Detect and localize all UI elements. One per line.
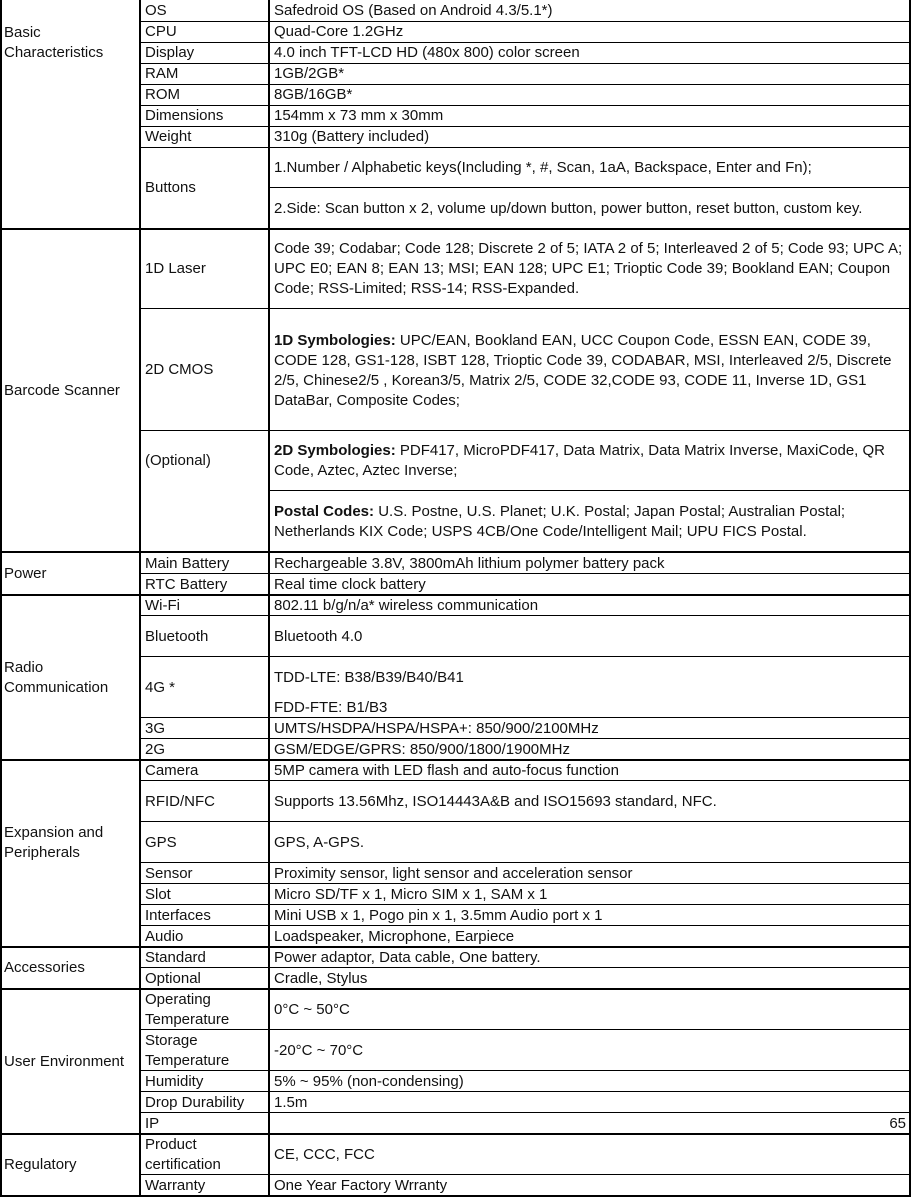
row-divider [0, 551, 911, 553]
label-drop-durability: Drop Durability [145, 1094, 245, 1111]
value-storage-temperature: -20°C ~ 70°C [274, 1042, 364, 1059]
group-accessories: Accessories [4, 959, 85, 976]
value-cpu: Quad-Core 1.2GHz [274, 23, 404, 40]
label-operating-temperature: Operating Temperature [145, 991, 230, 1028]
label-rtc-battery: RTC Battery [145, 576, 228, 593]
row-divider [139, 126, 911, 127]
row-divider [139, 1174, 911, 1175]
row-divider [139, 84, 911, 85]
row-divider [139, 105, 911, 106]
row-divider [139, 656, 911, 657]
label-standard: Standard [145, 949, 206, 966]
heading-2d-symbologies: 2D Symbologies: [274, 442, 396, 459]
heading-postal-codes: Postal Codes: [274, 503, 375, 520]
label-cpu: CPU [145, 23, 177, 40]
value-warranty: One Year Factory Wrranty [274, 1177, 448, 1194]
label-wifi: Wi-Fi [145, 597, 180, 614]
value-buttons-side: 2.Side: Scan button x 2, volume up/down button, power button, reset button, custom key. [274, 200, 863, 217]
value-3g: UMTS/HSDPA/HSPA/HSPA+: 850/900/2100MHz [274, 720, 599, 737]
label-os: OS [145, 2, 167, 19]
value-2g: GSM/EDGE/GPRS: 850/900/1800/1900MHz [274, 741, 570, 758]
group-power: Power [4, 565, 47, 582]
group-radio-communication: Radio Communication [4, 659, 109, 696]
table-border-left [0, 0, 2, 1196]
value-operating-temperature: 0°C ~ 50°C [274, 1001, 350, 1018]
label-buttons: Buttons [145, 179, 196, 196]
label-ram: RAM [145, 65, 179, 82]
group-basic-characteristics: Basic Characteristics [4, 24, 104, 61]
value-gps: GPS, A-GPS. [274, 834, 365, 851]
text-2d-symbologies: PDF417, MicroPDF417, Data Matrix, Data Matrix Inverse, MaxiCode, QR Code, Aztec, Aztec Inverse; [274, 442, 886, 479]
row-divider [0, 228, 911, 230]
label-display: Display [145, 44, 195, 61]
value-1d-laser: Code 39; Codabar; Code 128; Discrete 2 of 5; IATA 2 of 5; Interleaved 2 of 5; Code 93; UPC A; UPC E0; EAN 8; EAN 13; MSI; EAN 128; UPC E1; Trioptic Code 39; Bookland EAN; Coupon Code; RSS-Limited; RSS-14; RSS-Expanded. [274, 240, 903, 297]
column-divider-2 [268, 0, 270, 1196]
value-wifi: 802.11 b/g/n/a* wireless communication [274, 597, 539, 614]
group-regulatory: Regulatory [4, 1156, 77, 1173]
value-2d-cmos [274, 331, 904, 411]
value-standard: Power adaptor, Data cable, One battery. [274, 949, 541, 966]
group-user-environment: User Environment [4, 1053, 125, 1070]
row-divider [139, 21, 911, 22]
row-divider [0, 988, 911, 990]
label-gps: GPS [145, 834, 177, 851]
row-divider [139, 1070, 911, 1071]
label-optional: (Optional) [145, 452, 211, 469]
value-rom: 8GB/16GB* [274, 86, 353, 103]
label-main-battery: Main Battery [145, 555, 230, 572]
value-ip: 65 [889, 1115, 906, 1132]
label-audio: Audio [145, 928, 184, 945]
row-divider [139, 717, 911, 718]
group-expansion-peripherals: Expansion and Peripherals [4, 824, 104, 861]
label-slot: Slot [145, 886, 171, 903]
label-ip: IP [145, 1115, 160, 1132]
label-rfid-nfc: RFID/NFC [145, 793, 215, 810]
value-4g-fdd: FDD-FTE: B1/B3 [274, 699, 388, 716]
row-divider [139, 1029, 911, 1030]
value-sensor: Proximity sensor, light sensor and acceleration sensor [274, 865, 633, 882]
value-product-certification: CE, CCC, FCC [274, 1146, 375, 1163]
row-divider [139, 63, 911, 64]
row-divider [268, 187, 911, 188]
row-divider [139, 1112, 911, 1113]
value-rtc-battery: Real time clock battery [274, 576, 426, 593]
value-buttons-keys: 1.Number / Alphabetic keys(Including *, #, Scan, 1aA, Backspace, Enter and Fn); [274, 159, 812, 176]
column-divider-1 [139, 0, 141, 1196]
row-divider [139, 430, 911, 431]
value-slot: Micro SD/TF x 1, Micro SIM x 1, SAM x 1 [274, 886, 548, 903]
value-optional-accessories: Cradle, Stylus [274, 970, 368, 987]
label-4g: 4G * [145, 679, 176, 696]
value-humidity: 5% ~ 95% (non-condensing) [274, 1073, 464, 1090]
label-weight: Weight [145, 128, 192, 145]
label-sensor: Sensor [145, 865, 193, 882]
label-humidity: Humidity [145, 1073, 204, 1090]
label-1d-laser: 1D Laser [145, 260, 206, 277]
value-postal-codes [274, 502, 904, 542]
label-rom: ROM [145, 86, 180, 103]
value-interfaces: Mini USB x 1, Pogo pin x 1, 3.5mm Audio port x 1 [274, 907, 603, 924]
label-product-certification: Product certification [145, 1136, 221, 1173]
value-main-battery: Rechargeable 3.8V, 3800mAh lithium polymer battery pack [274, 555, 665, 572]
value-display: 4.0 inch TFT-LCD HD (480x 800) color screen [274, 44, 580, 61]
text-postal-codes: U.S. Postne, U.S. Planet; U.K. Postal; Japan Postal; Australian Postal; Netherlands KIX Code; USPS 4CB/One Code/Intelligent Mail; UPU FICS Postal. [274, 503, 846, 540]
label-bluetooth: Bluetooth [145, 628, 209, 645]
row-divider [139, 308, 911, 309]
label-2d-cmos: 2D CMOS [145, 361, 214, 378]
row-divider [139, 862, 911, 863]
label-camera: Camera [145, 762, 199, 779]
label-dimensions: Dimensions [145, 107, 224, 124]
row-divider [139, 147, 911, 148]
value-bluetooth: Bluetooth 4.0 [274, 628, 363, 645]
label-storage-temperature: Storage Temperature [145, 1032, 230, 1069]
text-1d-symbologies: UPC/EAN, Bookland EAN, UCC Coupon Code, ESSN EAN, CODE 39, CODE 128, GS1-128, ISBT 128, Trioptic Code 39, CODABAR, MSI, Interleaved 2/5, Discrete 2/5, Chinese2/5 , Korean3/5, Matrix 2/5, CODE 32,CODE 93, CODE 11, Inverse 1D, GS1 DataBar, Composite Codes; [274, 332, 892, 409]
label-3g: 3G [145, 720, 166, 737]
value-weight: 310g (Battery included) [274, 128, 430, 145]
heading-1d-symbologies: 1D Symbologies: [274, 332, 396, 349]
value-dimensions: 154mm x 73 mm x 30mm [274, 107, 444, 124]
value-camera: 5MP camera with LED flash and auto-focus function [274, 762, 619, 779]
row-divider [268, 490, 911, 491]
row-divider [139, 821, 911, 822]
value-audio: Loadspeaker, Microphone, Earpiece [274, 928, 515, 945]
value-2d-symbologies [274, 441, 904, 481]
value-os: Safedroid OS (Based on Android 4.3/5.1*) [274, 2, 553, 19]
label-2g: 2G [145, 741, 166, 758]
value-rfid-nfc: Supports 13.56Mhz, ISO14443A&B and ISO15693 standard, NFC. [274, 793, 717, 810]
value-ram: 1GB/2GB* [274, 65, 345, 82]
row-divider [139, 1091, 911, 1092]
value-drop-durability: 1.5m [274, 1094, 308, 1111]
label-optional-accessories: Optional [145, 970, 201, 987]
label-warranty: Warranty [145, 1177, 206, 1194]
value-4g-tdd: TDD-LTE: B38/B39/B40/B41 [274, 669, 464, 686]
group-barcode-scanner: Barcode Scanner [4, 382, 120, 399]
label-interfaces: Interfaces [145, 907, 211, 924]
